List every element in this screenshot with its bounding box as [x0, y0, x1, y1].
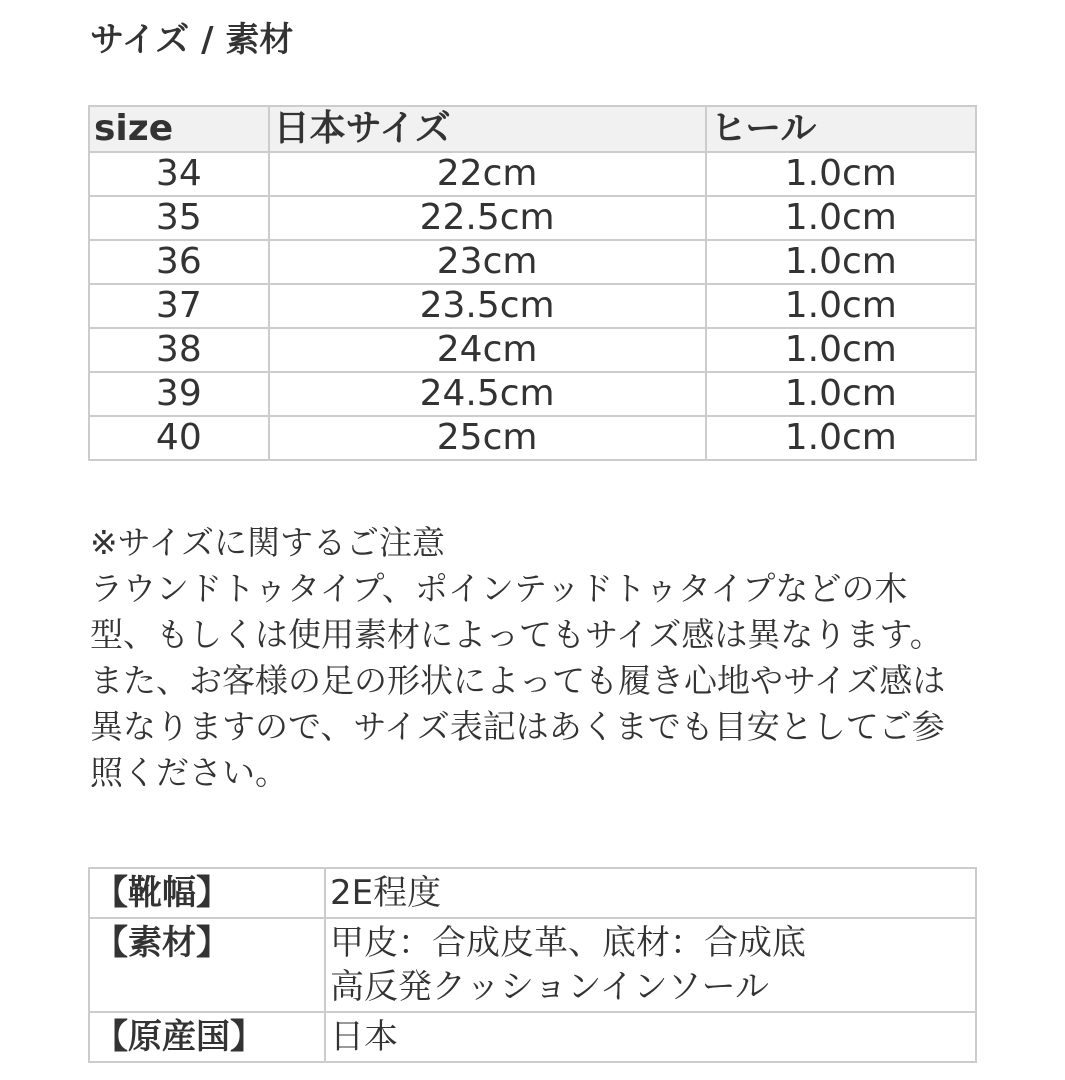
spec-label: 【靴幅】 — [89, 868, 325, 918]
spec-label: 【素材】 — [89, 918, 325, 1012]
header-japan-size: 日本サイズ — [269, 106, 706, 152]
cell-japan-size: 24.5cm — [269, 372, 706, 416]
header-size: size — [89, 106, 269, 152]
spec-row-origin — [89, 1012, 976, 1062]
cell-size: 36 — [89, 240, 269, 284]
cell-japan-size: 23.5cm — [269, 284, 706, 328]
table-row — [89, 416, 976, 460]
header-heel: ヒール — [706, 106, 976, 152]
table-row — [89, 284, 976, 328]
cell-japan-size: 23cm — [269, 240, 706, 284]
cell-size: 39 — [89, 372, 269, 416]
cell-size: 38 — [89, 328, 269, 372]
cell-heel: 1.0cm — [706, 416, 976, 460]
spec-value — [325, 1012, 976, 1062]
size-table-header-row — [89, 106, 976, 152]
table-row — [89, 196, 976, 240]
cell-heel: 1.0cm — [706, 196, 976, 240]
cell-heel: 1.0cm — [706, 152, 976, 196]
note-paragraph: ラウンドトゥタイプ、ポインテッドトゥタイプなどの木型、もしくは使用素材によってもサイズ感は異なります。 — [90, 569, 943, 654]
spec-row-width — [89, 868, 976, 918]
spec-row-material — [89, 918, 976, 1012]
size-table — [88, 105, 977, 461]
table-row — [89, 328, 976, 372]
spec-value-line: 日本 — [330, 1017, 398, 1057]
spec-value-line: 甲皮：合成皮革、底材：合成底 — [330, 923, 806, 963]
cell-heel: 1.0cm — [706, 240, 976, 284]
cell-heel: 1.0cm — [706, 372, 976, 416]
size-note — [90, 520, 970, 796]
cell-size: 40 — [89, 416, 269, 460]
cell-heel: 1.0cm — [706, 284, 976, 328]
table-row — [89, 152, 976, 196]
cell-japan-size: 24cm — [269, 328, 706, 372]
note-paragraph: また、お客様の足の形状によっても履き心地やサイズ感は異なりますので、サイズ表記はあくまでも目安としてご参照ください。 — [90, 661, 946, 792]
cell-size: 34 — [89, 152, 269, 196]
cell-japan-size: 22.5cm — [269, 196, 706, 240]
note-heading: ※サイズに関するご注意 — [90, 523, 446, 562]
cell-size: 37 — [89, 284, 269, 328]
spec-value-line: 2E程度 — [330, 873, 442, 913]
spec-value — [325, 918, 976, 1012]
spec-value-line: 高反発クッションインソール — [330, 967, 769, 1007]
cell-japan-size: 25cm — [269, 416, 706, 460]
cell-heel: 1.0cm — [706, 328, 976, 372]
cell-japan-size: 22cm — [269, 152, 706, 196]
table-row — [89, 372, 976, 416]
spec-value — [325, 868, 976, 918]
cell-size: 35 — [89, 196, 269, 240]
table-row — [89, 240, 976, 284]
spec-label: 【原産国】 — [89, 1012, 325, 1062]
page-title: サイズ / 素材 — [90, 20, 294, 60]
spec-table — [88, 867, 977, 1063]
